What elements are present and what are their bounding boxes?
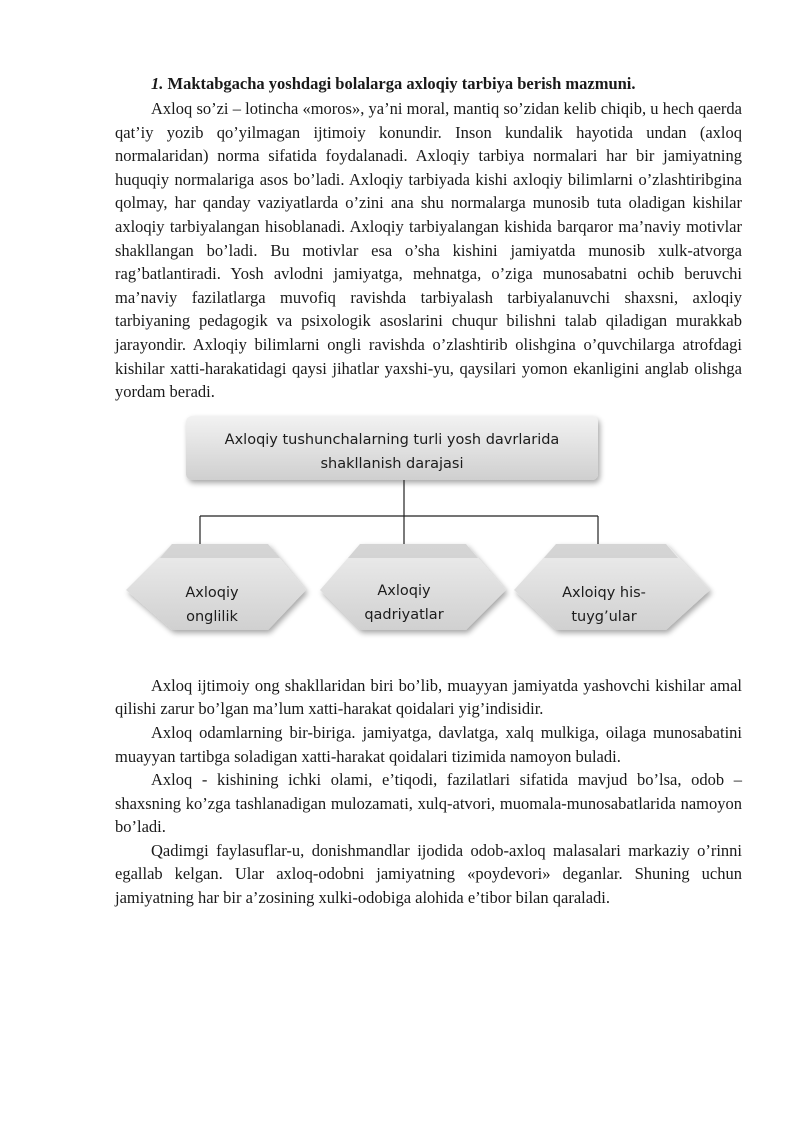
diagram-box-ethical-values: [320, 544, 506, 630]
box-3-line-2: tuyg’ular: [571, 608, 637, 625]
concept-diagram: [115, 408, 742, 670]
top-box-line-1: Axloqiy tushunchalarning turli yosh davrlarida: [224, 431, 560, 448]
diagram-top-box: [186, 416, 598, 480]
diagram-graphic: [0, 408, 800, 670]
diagram-box-ethical-feelings: [514, 544, 710, 630]
paragraph-social-consciousness: Axloq ijtimoiy ong shakllaridan biri bo’lib, muayyan jamiyatda yashovchi kishilar amal qilishi zarur bo’lgan ma’lum xatti-harakat qoidalari yig’indisidir.: [115, 675, 742, 719]
paragraph-relations: Axloq odamlarning bir-biriga. jamiyatga, davlatga, xalq mulkiga, oilaga munosabatini muayyan tartibga soladigan xatti-harakat qoidalari tizimida namoyon buladi.: [115, 722, 742, 766]
diagram-box-ethical-consciousness: [126, 544, 306, 630]
paragraph-inner-world: Axloq - kishining ichki olami, e’tiqodi, fazilatlari sifatida mavjud bo’lsa, odob – shaxsning ko’zga tashlanadigan mulozamati, xulq-atvori, muomala-munosabatlarida namoyon bo’ladi.: [115, 770, 742, 837]
section-title: Maktabgacha yoshdagi bolalarga axloqiy tarbiya berish mazmuni.: [167, 74, 636, 93]
box-1-line-1: Axloqiy: [185, 584, 239, 601]
intro-paragraph: Axloq so’zi – lotincha «moros», ya’ni moral, mantiq so’zidan kelib chiqib, u hech qaerda qat’iy yozib qo’yilmagan ijtimoiy konundir. Inson kundalik hayotida undan (axloq normalaridan) norma sifatida foydalanadi. Axloqiy tarbiya normalari har bir jamiyatning huquqiy normalariga asos bo’ladi. Axloqiy tarbiyada kishi axloqiy bilimlarni o’zlashtiribgina qolmay, har qanday vaziyatlarda o’zini ana shu normalarga munosib tuta oladigan kishilar axloqiy tarbiyalangan hisoblanadi. Axloqiy tarbiyalangan kishida barqaror ma’naviy motivlar shakllangan bo’ladi. Bu motivlar esa o’sha kishini jamiyatda munosib xulk-atvorga rag’batlantiradi. Yosh avlodni jamiyatga, mehnatga, o’ziga munosabatni ochib beruvchi ma’naviy fazilatlarga muvofiq ravishda tarbiyalash tarbiyalanuvchi shaxsni, axloqiy tarbiyaning pedagogik va psixologik asoslarini chuqur bilishni talab qiladigan murakkab jarayondir. Axloqiy bilimlarni ongli ravishda o’zlashtirib olishgina o’quvchilarga atrofdagi kishilar xatti-harakatidagi qaysi jihatlar yaxshi-yu, qaysilari yomon ekanligini anglab olishga yordam beradi.: [115, 99, 742, 402]
top-box-line-2: shakllanish darajasi: [320, 455, 464, 472]
box-2-line-1: Axloqiy: [377, 582, 431, 599]
box-1-line-2: onglilik: [186, 608, 238, 625]
section-heading: [115, 72, 742, 95]
document-page: [115, 72, 742, 910]
section-number: 1.: [151, 74, 164, 93]
box-3-line-1: Axloiqy his-: [562, 584, 646, 601]
paragraph-philosophers: Qadimgi faylasuflar-u, donishmandlar ijodida odob-axloq malasalari markaziy o’rinni egallab kelgan. Ular axloq-odobni jamiyatning «poydevori» deganlar. Shuning uchun jamiyatning har bir a’zosining xulki-odobiga alohida e’tibor bilan qaraladi.: [115, 840, 742, 908]
box-2-line-2: qadriyatlar: [364, 606, 444, 623]
